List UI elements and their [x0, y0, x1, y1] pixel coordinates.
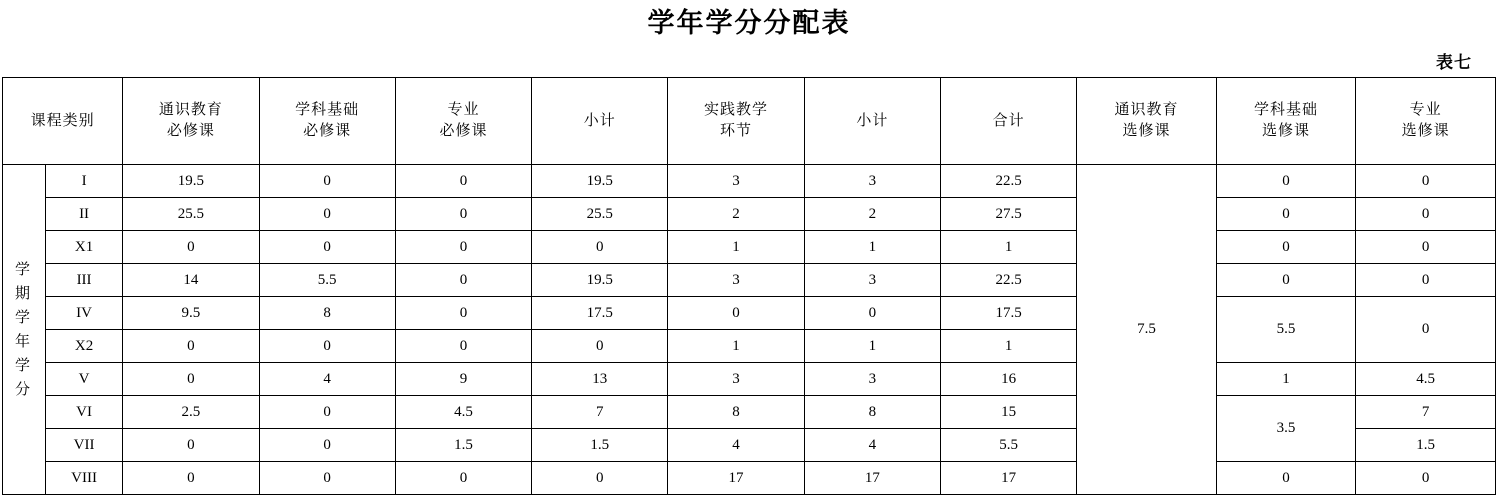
cell-basic-elective: 5.5	[1216, 297, 1356, 363]
cell-subtotal-2: 3	[804, 264, 940, 297]
cell-total: 1	[940, 330, 1076, 363]
cell-subtotal-2: 17	[804, 462, 940, 495]
cell-major-elective: 4.5	[1356, 363, 1496, 396]
cell-practice: 4	[668, 429, 804, 462]
term-label: VIII	[45, 462, 122, 495]
cell-major-required: 1.5	[395, 429, 531, 462]
cell-general-required: 0	[123, 429, 259, 462]
cell-total: 1	[940, 231, 1076, 264]
cell-basic-required: 0	[259, 231, 395, 264]
cell-subtotal-2: 8	[804, 396, 940, 429]
header-basic-required-line2: 必修课	[303, 123, 352, 139]
cell-total: 22.5	[940, 165, 1076, 198]
header-major-elective	[1356, 78, 1496, 165]
cell-basic-elective: 0	[1216, 264, 1356, 297]
row-group-label	[3, 165, 46, 495]
cell-basic-required: 0	[259, 462, 395, 495]
table-number-label: 表七	[1436, 53, 1472, 72]
header-basic-required	[259, 78, 395, 165]
header-subtotal-1	[532, 78, 668, 165]
cell-major-elective: 1.5	[1356, 429, 1496, 462]
cell-basic-elective: 0	[1216, 198, 1356, 231]
cell-general-elective: 7.5	[1077, 165, 1217, 495]
cell-basic-required: 0	[259, 396, 395, 429]
cell-total: 27.5	[940, 198, 1076, 231]
cell-basic-required: 0	[259, 165, 395, 198]
header-basic-elective-line2: 选修课	[1262, 123, 1311, 139]
page-title: 学年学分分配表	[647, 8, 851, 38]
credit-allocation-table	[2, 77, 1496, 495]
header-basic-elective-line1: 学科基础	[1254, 102, 1319, 118]
cell-practice: 1	[668, 231, 804, 264]
header-general-required	[123, 78, 259, 165]
cell-subtotal-1: 25.5	[532, 198, 668, 231]
term-label: I	[45, 165, 122, 198]
header-basic-elective	[1216, 78, 1356, 165]
header-practice	[668, 78, 804, 165]
cell-basic-elective: 0	[1216, 462, 1356, 495]
cell-general-required: 0	[123, 363, 259, 396]
cell-total: 17	[940, 462, 1076, 495]
cell-basic-elective: 0	[1216, 165, 1356, 198]
term-label: VI	[45, 396, 122, 429]
cell-basic-required: 5.5	[259, 264, 395, 297]
cell-general-required: 0	[123, 231, 259, 264]
table-header-row	[3, 78, 1496, 165]
cell-general-required: 9.5	[123, 297, 259, 330]
row-group-label-text: 学期学年学分	[14, 261, 33, 398]
cell-basic-required: 0	[259, 198, 395, 231]
header-practice-line2: 环节	[720, 123, 753, 139]
cell-basic-required: 0	[259, 429, 395, 462]
cell-practice: 1	[668, 330, 804, 363]
cell-major-required: 0	[395, 462, 531, 495]
cell-major-required: 0	[395, 297, 531, 330]
cell-subtotal-1: 1.5	[532, 429, 668, 462]
table-row	[3, 297, 1496, 330]
cell-major-elective: 0	[1356, 165, 1496, 198]
cell-major-elective: 0	[1356, 231, 1496, 264]
cell-major-required: 0	[395, 330, 531, 363]
cell-total: 17.5	[940, 297, 1076, 330]
cell-basic-elective: 3.5	[1216, 396, 1356, 462]
cell-subtotal-2: 1	[804, 330, 940, 363]
document-page	[0, 2, 1498, 488]
cell-subtotal-1: 17.5	[532, 297, 668, 330]
cell-general-required: 19.5	[123, 165, 259, 198]
cell-total: 22.5	[940, 264, 1076, 297]
cell-general-required: 25.5	[123, 198, 259, 231]
cell-practice: 0	[668, 297, 804, 330]
cell-general-required: 2.5	[123, 396, 259, 429]
header-general-elective	[1077, 78, 1217, 165]
term-label: X1	[45, 231, 122, 264]
cell-subtotal-1: 19.5	[532, 264, 668, 297]
cell-basic-required: 8	[259, 297, 395, 330]
cell-practice: 3	[668, 264, 804, 297]
cell-subtotal-2: 0	[804, 297, 940, 330]
header-general-elective-line1: 通识教育	[1114, 102, 1179, 118]
cell-subtotal-1: 19.5	[532, 165, 668, 198]
cell-practice: 2	[668, 198, 804, 231]
header-major-required	[395, 78, 531, 165]
cell-subtotal-2: 2	[804, 198, 940, 231]
header-subtotal-1-line1: 小计	[583, 112, 616, 129]
header-general-elective-line2: 选修课	[1122, 123, 1171, 139]
cell-total: 15	[940, 396, 1076, 429]
cell-major-required: 4.5	[395, 396, 531, 429]
cell-subtotal-2: 3	[804, 165, 940, 198]
table-row	[3, 363, 1496, 396]
cell-subtotal-1: 0	[532, 462, 668, 495]
header-general-required-line2: 必修课	[166, 123, 215, 139]
cell-major-elective: 0	[1356, 198, 1496, 231]
cell-major-required: 0	[395, 264, 531, 297]
header-subtotal-2-line1: 小计	[856, 112, 889, 129]
header-practice-line1: 实践教学	[704, 102, 769, 118]
cell-total: 5.5	[940, 429, 1076, 462]
cell-general-required: 0	[123, 330, 259, 363]
table-row	[3, 198, 1496, 231]
cell-subtotal-2: 1	[804, 231, 940, 264]
term-label: II	[45, 198, 122, 231]
cell-major-required: 9	[395, 363, 531, 396]
cell-major-required: 0	[395, 231, 531, 264]
header-subtotal-2	[804, 78, 940, 165]
cell-total: 16	[940, 363, 1076, 396]
cell-practice: 17	[668, 462, 804, 495]
cell-practice: 3	[668, 165, 804, 198]
header-general-required-line1: 通识教育	[158, 102, 223, 118]
term-label: IV	[45, 297, 122, 330]
table-row	[3, 264, 1496, 297]
header-major-elective-line1: 专业	[1409, 102, 1442, 118]
table-row	[3, 396, 1496, 429]
header-total	[940, 78, 1076, 165]
cell-subtotal-1: 0	[532, 231, 668, 264]
header-category: 课程类别	[3, 78, 123, 165]
header-basic-required-line1: 学科基础	[295, 102, 360, 118]
cell-major-elective: 7	[1356, 396, 1496, 429]
header-major-required-line1: 专业	[447, 102, 480, 118]
header-major-elective-line2: 选修课	[1401, 123, 1450, 139]
cell-subtotal-2: 3	[804, 363, 940, 396]
cell-subtotal-1: 7	[532, 396, 668, 429]
table-row	[3, 231, 1496, 264]
cell-basic-required: 4	[259, 363, 395, 396]
cell-practice: 8	[668, 396, 804, 429]
term-label: III	[45, 264, 122, 297]
cell-major-elective: 0	[1356, 462, 1496, 495]
cell-general-required: 14	[123, 264, 259, 297]
cell-basic-elective: 0	[1216, 231, 1356, 264]
cell-subtotal-2: 4	[804, 429, 940, 462]
header-total-line1: 合计	[992, 112, 1025, 129]
cell-major-required: 0	[395, 165, 531, 198]
term-label: VII	[45, 429, 122, 462]
cell-major-elective: 0	[1356, 264, 1496, 297]
cell-general-required: 0	[123, 462, 259, 495]
table-row	[3, 462, 1496, 495]
cell-practice: 3	[668, 363, 804, 396]
cell-subtotal-1: 13	[532, 363, 668, 396]
term-label: X2	[45, 330, 122, 363]
cell-basic-required: 0	[259, 330, 395, 363]
cell-major-elective: 0	[1356, 297, 1496, 363]
header-major-required-line2: 必修课	[439, 123, 488, 139]
term-label: V	[45, 363, 122, 396]
table-row	[3, 165, 1496, 198]
cell-major-required: 0	[395, 198, 531, 231]
cell-subtotal-1: 0	[532, 330, 668, 363]
cell-basic-elective: 1	[1216, 363, 1356, 396]
